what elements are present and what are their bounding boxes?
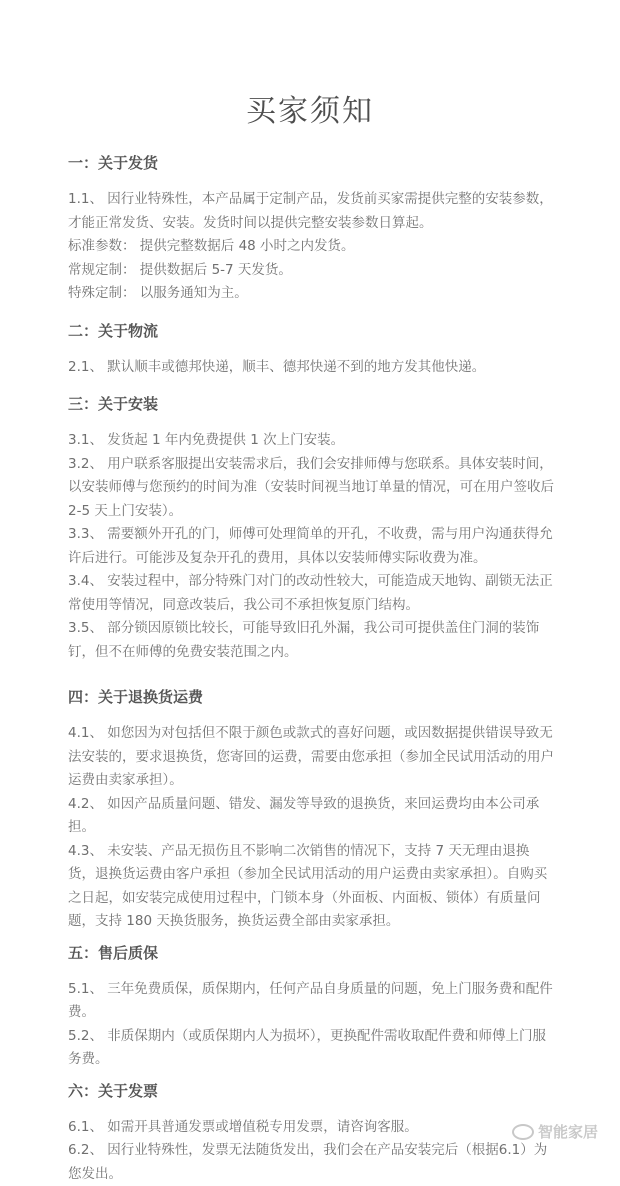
paragraph: 6.2、 因行业特殊性，发票无法随货发出，我们会在产品安装完后（根据6.1）为您发出。	[68, 1139, 554, 1186]
paragraph: 4.3、 未安装、产品无损伤且不影响二次销售的情况下，支持 7 天无理由退换货，退换货运费由客户承担（参加全民试用活动的用户运费由卖家承担）。自购买之日起，如安装完成使用过程中，门锁本身（外面板、内面板、锁体）有质量问题，支持 180 天换货服务，换货运费全部由卖家承担。	[68, 840, 554, 934]
paragraph: 3.1、 发货起 1 年内免费提供 1 次上门安装。	[68, 429, 554, 453]
section-logistics	[68, 320, 554, 380]
paragraph: 2.1、 默认顺丰或德邦快递，顺丰、德邦快递不到的地方发其他快递。	[68, 356, 554, 380]
paragraph: 标准参数： 提供完整数据后 48 小时之内发货。	[68, 235, 554, 259]
section-warranty	[68, 942, 554, 1072]
section-invoice	[68, 1080, 554, 1186]
paragraph: 1.1、 因行业特殊性，本产品属于定制产品，发货前买家需提供完整的安装参数，才能正常发货、安装。发货时间以提供完整安装参数日算起。	[68, 188, 554, 235]
section-installation	[68, 393, 554, 664]
paragraph: 4.2、 如因产品质量问题、错发、漏发等导致的退换货，来回运费均由本公司承担。	[68, 793, 554, 840]
section-heading: 四：关于退换货运费	[68, 686, 554, 708]
section-shipping	[68, 152, 554, 306]
paragraph: 5.1、 三年免费质保，质保期内，任何产品自身质量的问题，免上门服务费和配件费。	[68, 978, 554, 1025]
section-return-shipping	[68, 686, 554, 934]
section-heading: 一：关于发货	[68, 152, 554, 174]
paragraph: 3.5、 部分锁因原锁比较长，可能导致旧孔外漏，我公司可提供盖住门洞的装饰钉，但不在师傅的免费安装范围之内。	[68, 617, 554, 664]
paragraph: 特殊定制： 以服务通知为主。	[68, 282, 554, 306]
section-heading: 二：关于物流	[68, 320, 554, 342]
section-heading: 六：关于发票	[68, 1080, 554, 1102]
page-title: 买家须知	[0, 86, 620, 130]
section-heading: 三：关于安装	[68, 393, 554, 415]
notice-content	[68, 152, 554, 1186]
watermark-logo-icon	[512, 1124, 534, 1140]
paragraph: 3.2、 用户联系客服提出安装需求后，我们会安排师傅与您联系。具体安装时间，以安装师傅与您预约的时间为准（安装时间视当地订单量的情况，可在用户签收后 2-5 天上门安装）。	[68, 453, 554, 524]
watermark-text: 智能家居	[538, 1121, 598, 1142]
watermark	[512, 1121, 598, 1142]
section-heading: 五：售后质保	[68, 942, 554, 964]
paragraph: 5.2、 非质保期内（或质保期内人为损坏），更换配件需收取配件费和师傅上门服务费。	[68, 1025, 554, 1072]
paragraph: 4.1、 如您因为对包括但不限于颜色或款式的喜好问题，或因数据提供错误导致无法安装的，要求退换货，您寄回的运费，需要由您承担（参加全民试用活动的用户运费由卖家承担）。	[68, 722, 554, 793]
paragraph: 常规定制： 提供数据后 5-7 天发货。	[68, 259, 554, 283]
paragraph: 3.3、 需要额外开孔的门，师傅可处理简单的开孔，不收费，需与用户沟通获得允许后进行。可能涉及复杂开孔的费用，具体以安装师傅实际收费为准。	[68, 523, 554, 570]
paragraph: 6.1、 如需开具普通发票或增值税专用发票，请咨询客服。	[68, 1116, 554, 1140]
paragraph: 3.4、 安装过程中，部分特殊门对门的改动性较大，可能造成天地钩、副锁无法正常使用等情况，同意改装后，我公司不承担恢复原门结构。	[68, 570, 554, 617]
